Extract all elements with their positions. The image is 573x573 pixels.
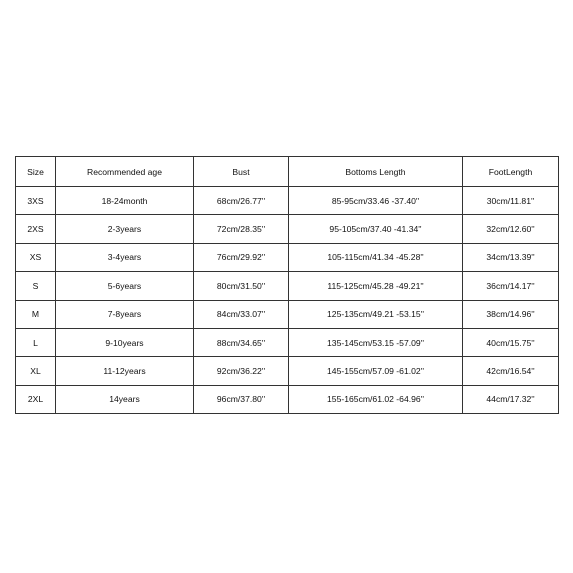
size-chart-container [15,156,558,414]
cell-foot-length: 42cm/16.54'' [463,357,559,385]
cell-foot-length: 30cm/11.81'' [463,187,559,215]
cell-size: S [16,272,56,300]
cell-bottoms-length: 95-105cm/37.40 -41.34'' [289,215,463,243]
cell-foot-length: 36cm/14.17'' [463,272,559,300]
table-row [16,328,559,356]
table-row [16,187,559,215]
cell-bust: 84cm/33.07'' [194,300,289,328]
table-row [16,272,559,300]
cell-age: 18-24month [56,187,194,215]
cell-size: XL [16,357,56,385]
cell-bottoms-length: 105-115cm/41.34 -45.28'' [289,243,463,271]
cell-bottoms-length: 125-135cm/49.21 -53.15'' [289,300,463,328]
header-foot-length: FootLength [463,157,559,187]
cell-age: 2-3years [56,215,194,243]
cell-age: 14years [56,385,194,413]
cell-size: M [16,300,56,328]
cell-bottoms-length: 155-165cm/61.02 -64.96'' [289,385,463,413]
cell-size: 2XS [16,215,56,243]
cell-age: 3-4years [56,243,194,271]
table-row [16,243,559,271]
header-bottoms-length: Bottoms Length [289,157,463,187]
cell-size: L [16,328,56,356]
cell-bust: 96cm/37.80'' [194,385,289,413]
cell-foot-length: 32cm/12.60'' [463,215,559,243]
cell-age: 11-12years [56,357,194,385]
cell-size: 2XL [16,385,56,413]
cell-size: 3XS [16,187,56,215]
cell-bottoms-length: 115-125cm/45.28 -49.21'' [289,272,463,300]
cell-bottoms-length: 135-145cm/53.15 -57.09'' [289,328,463,356]
cell-age: 9-10years [56,328,194,356]
cell-foot-length: 40cm/15.75'' [463,328,559,356]
cell-age: 5-6years [56,272,194,300]
cell-bust: 76cm/29.92'' [194,243,289,271]
table-row [16,215,559,243]
cell-foot-length: 38cm/14.96'' [463,300,559,328]
cell-bust: 92cm/36.22'' [194,357,289,385]
cell-bottoms-length: 145-155cm/57.09 -61.02'' [289,357,463,385]
table-row [16,357,559,385]
cell-bottoms-length: 85-95cm/33.46 -37.40'' [289,187,463,215]
cell-bust: 68cm/26.77'' [194,187,289,215]
table-row [16,300,559,328]
header-row [16,157,559,187]
cell-bust: 88cm/34.65'' [194,328,289,356]
size-chart-table [15,156,559,414]
cell-bust: 72cm/28.35'' [194,215,289,243]
cell-size: XS [16,243,56,271]
header-bust: Bust [194,157,289,187]
cell-foot-length: 44cm/17.32'' [463,385,559,413]
cell-foot-length: 34cm/13.39'' [463,243,559,271]
header-recommended-age: Recommended age [56,157,194,187]
header-size: Size [16,157,56,187]
cell-age: 7-8years [56,300,194,328]
table-row [16,385,559,413]
cell-bust: 80cm/31.50'' [194,272,289,300]
